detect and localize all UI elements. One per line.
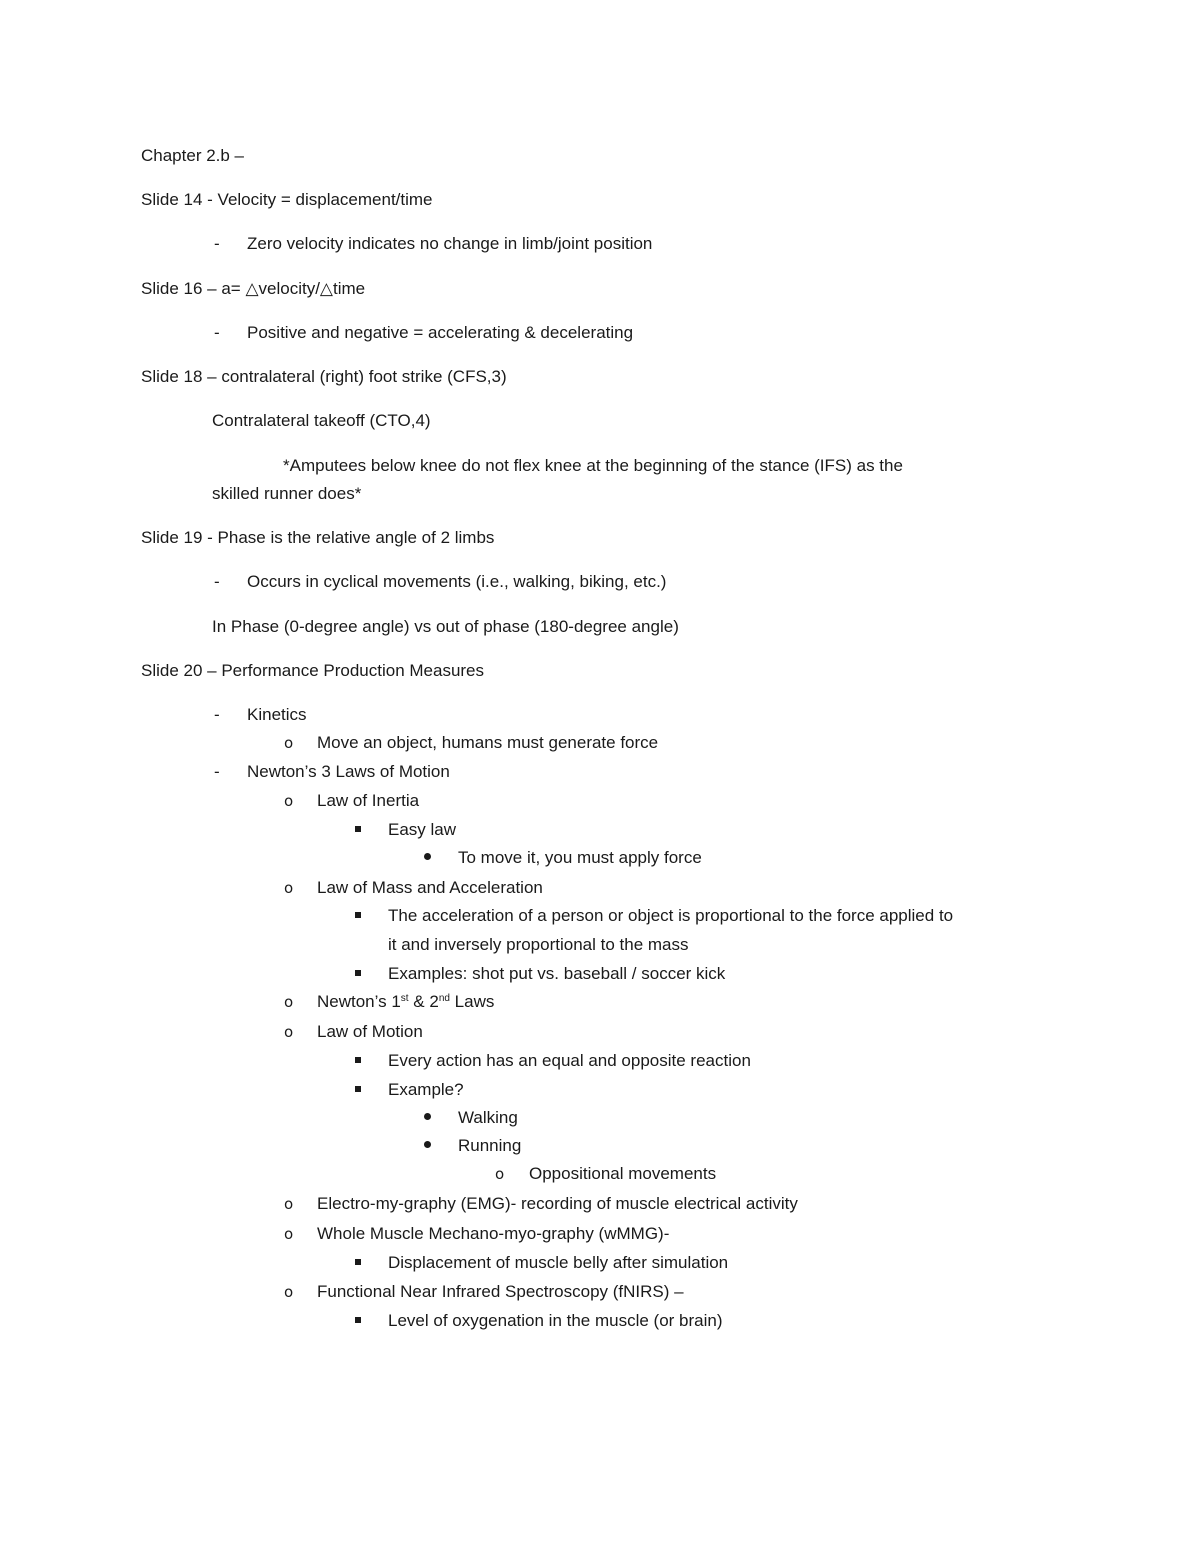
dash-marker: - (214, 572, 220, 591)
every-action-item: Every action has an equal and opposite reaction (388, 1051, 751, 1070)
circle-bullet: o (284, 1023, 294, 1041)
slide-18-takeoff: Contralateral takeoff (CTO,4) (212, 411, 431, 430)
superscript-st: st (400, 993, 409, 1004)
slide-16-bullet: Positive and negative = accelerating & decelerating (247, 323, 634, 342)
circle-bullet: o (284, 1225, 294, 1243)
fnirs-item: Functional Near Infrared Spectroscopy (fNIRS) – (317, 1282, 684, 1301)
slide-19-bullet: Occurs in cyclical movements (i.e., walking, biking, etc.) (247, 572, 667, 591)
round-bullet (424, 1141, 431, 1148)
walking-item: Walking (458, 1108, 518, 1127)
slide-18-title: Slide 18 – contralateral (right) foot strike (CFS,3) (141, 367, 507, 386)
circle-bullet: o (284, 1195, 294, 1213)
slide-14-bullet: Zero velocity indicates no change in limb/joint position (247, 234, 653, 253)
slide-19-phase: In Phase (0-degree angle) vs out of phase (180-degree angle) (212, 617, 679, 636)
circle-bullet: o (284, 734, 294, 752)
slide-14-title: Slide 14 - Velocity = displacement/time (141, 190, 433, 209)
square-bullet (355, 970, 361, 976)
move-it-note: To move it, you must apply force (458, 848, 702, 867)
newton-laws-mid: & 2 (408, 992, 439, 1011)
circle-bullet: o (284, 1283, 294, 1301)
square-bullet (355, 912, 361, 918)
round-bullet (424, 853, 431, 860)
examples-item: Examples: shot put vs. baseball / soccer kick (388, 964, 726, 983)
kinetics-subitem: Move an object, humans must generate force (317, 733, 659, 752)
example-question: Example? (388, 1080, 464, 1099)
square-bullet (355, 1259, 361, 1265)
kinetics-item: Kinetics (247, 705, 307, 724)
newton-laws-prefix: Newton’s 1 (317, 992, 401, 1011)
square-bullet (355, 1086, 361, 1092)
dash-marker: - (214, 705, 220, 724)
running-item: Running (458, 1136, 522, 1155)
oppositional-movements: Oppositional movements (529, 1164, 717, 1183)
law-of-inertia: Law of Inertia (317, 791, 420, 810)
chapter-heading: Chapter 2.b – (141, 146, 245, 165)
slide-18-note-continued: skilled runner does* (212, 484, 362, 503)
law-of-mass-acceleration: Law of Mass and Acceleration (317, 878, 543, 897)
square-bullet (355, 826, 361, 832)
square-bullet (355, 1057, 361, 1063)
dash-marker: - (214, 234, 220, 253)
superscript-nd: nd (438, 993, 450, 1004)
circle-bullet: o (495, 1165, 505, 1183)
round-bullet (424, 1113, 431, 1120)
slide-18-note: *Amputees below knee do not flex knee at the beginning of the stance (IFS) as the (283, 456, 903, 475)
slide-20-title: Slide 20 – Performance Production Measures (141, 661, 485, 680)
acceleration-definition-continued: it and inversely proportional to the mass (388, 935, 689, 954)
dash-marker: - (214, 323, 220, 342)
circle-bullet: o (284, 993, 294, 1011)
circle-bullet: o (284, 792, 294, 810)
slide-16-title: Slide 16 – a= △velocity/△time (141, 279, 366, 298)
circle-bullet: o (284, 879, 294, 897)
wmmg-item: Whole Muscle Mechano-myo-graphy (wMMG)- (317, 1224, 670, 1243)
law-of-motion: Law of Motion (317, 1022, 423, 1041)
dash-marker: - (214, 762, 220, 781)
fnirs-subitem: Level of oxygenation in the muscle (or brain) (388, 1311, 723, 1330)
easy-law: Easy law (388, 820, 457, 839)
emg-item: Electro-my-graphy (EMG)- recording of muscle electrical activity (317, 1194, 798, 1213)
slide-19-title: Slide 19 - Phase is the relative angle of 2 limbs (141, 528, 495, 547)
newton-laws-item: Newton’s 3 Laws of Motion (247, 762, 450, 781)
acceleration-definition: The acceleration of a person or object is proportional to the force applied to (388, 906, 954, 925)
square-bullet (355, 1317, 361, 1323)
wmmg-subitem: Displacement of muscle belly after simulation (388, 1253, 729, 1272)
newton-laws-suffix: Laws (449, 992, 495, 1011)
newton-first-second-laws (317, 991, 494, 1013)
